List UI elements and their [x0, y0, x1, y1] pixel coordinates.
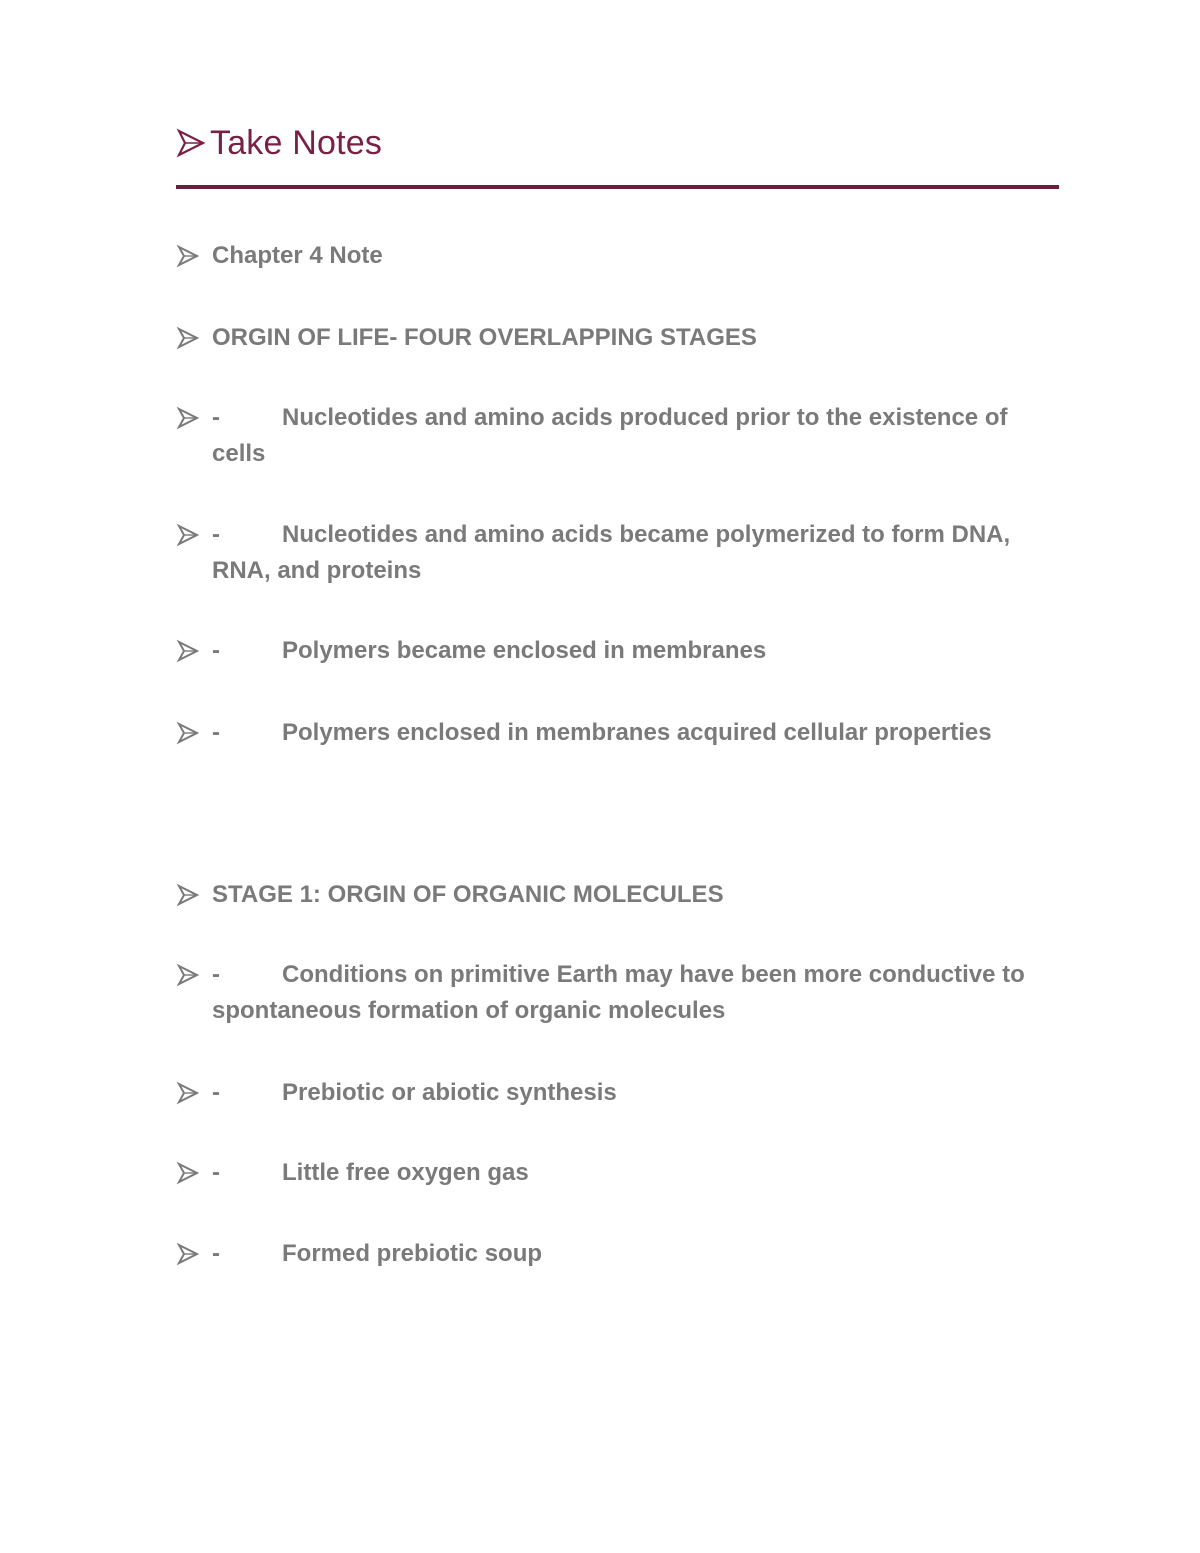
- list-item-text: ORGIN OF LIFE- FOUR OVERLAPPING STAGES: [212, 324, 757, 351]
- arrow-bullet-icon: [176, 244, 200, 268]
- list-item: [176, 1236, 1066, 1272]
- list-item-text: Formed prebiotic soup: [282, 1240, 543, 1267]
- list-item: [176, 715, 1066, 751]
- arrow-bullet-icon: [176, 523, 200, 547]
- arrow-bullet-icon: [176, 963, 200, 987]
- arrow-bullet-icon: [176, 1161, 200, 1185]
- list-item-dash: -: [212, 521, 220, 548]
- list-item-dash: -: [212, 961, 220, 988]
- arrow-bullet-icon: [176, 883, 200, 907]
- list-item-dash: -: [212, 1159, 220, 1186]
- title-divider: [176, 185, 1059, 189]
- page-title: Take Notes: [210, 124, 383, 162]
- arrow-bullet-icon: [176, 128, 206, 158]
- list-item-text: Prebiotic or abiotic synthesis: [282, 1079, 617, 1106]
- arrow-bullet-icon: [176, 1081, 200, 1105]
- list-item-text: Nucleotides and amino acids produced prior to the existence of cells: [212, 404, 1008, 467]
- page-title-row: [176, 118, 1060, 168]
- list-item-text: STAGE 1: ORGIN OF ORGANIC MOLECULES: [212, 881, 724, 908]
- arrow-bullet-icon: [176, 721, 200, 745]
- list-item: [176, 238, 1066, 274]
- arrow-bullet-icon: [176, 1242, 200, 1266]
- list-item: [176, 1155, 1066, 1191]
- arrow-bullet-icon: [176, 406, 200, 430]
- arrow-bullet-icon: [176, 639, 200, 663]
- list-item: [176, 1075, 1066, 1111]
- list-item: [176, 877, 1066, 913]
- list-item-dash: -: [212, 719, 220, 746]
- list-item: [176, 957, 1066, 1029]
- list-item-text: Polymers enclosed in membranes acquired cellular properties: [282, 719, 992, 746]
- list-item-dash: -: [212, 1079, 220, 1106]
- arrow-bullet-icon: [176, 326, 200, 350]
- list-item: [176, 400, 1066, 472]
- list-item: [176, 633, 1066, 669]
- list-item: [176, 320, 1066, 356]
- list-item-text: Little free oxygen gas: [282, 1159, 529, 1186]
- list-item-dash: -: [212, 404, 220, 431]
- list-item-text: Conditions on primitive Earth may have been more conductive to spontaneous formation of organic molecules: [212, 961, 1025, 1024]
- list-item-text: Chapter 4 Note: [212, 242, 383, 269]
- list-item-text: Nucleotides and amino acids became polymerized to form DNA, RNA, and proteins: [212, 521, 1011, 584]
- list-item-dash: -: [212, 637, 220, 664]
- list-item-dash: -: [212, 1240, 220, 1267]
- list-item-text: Polymers became enclosed in membranes: [282, 637, 767, 664]
- list-item: [176, 517, 1066, 589]
